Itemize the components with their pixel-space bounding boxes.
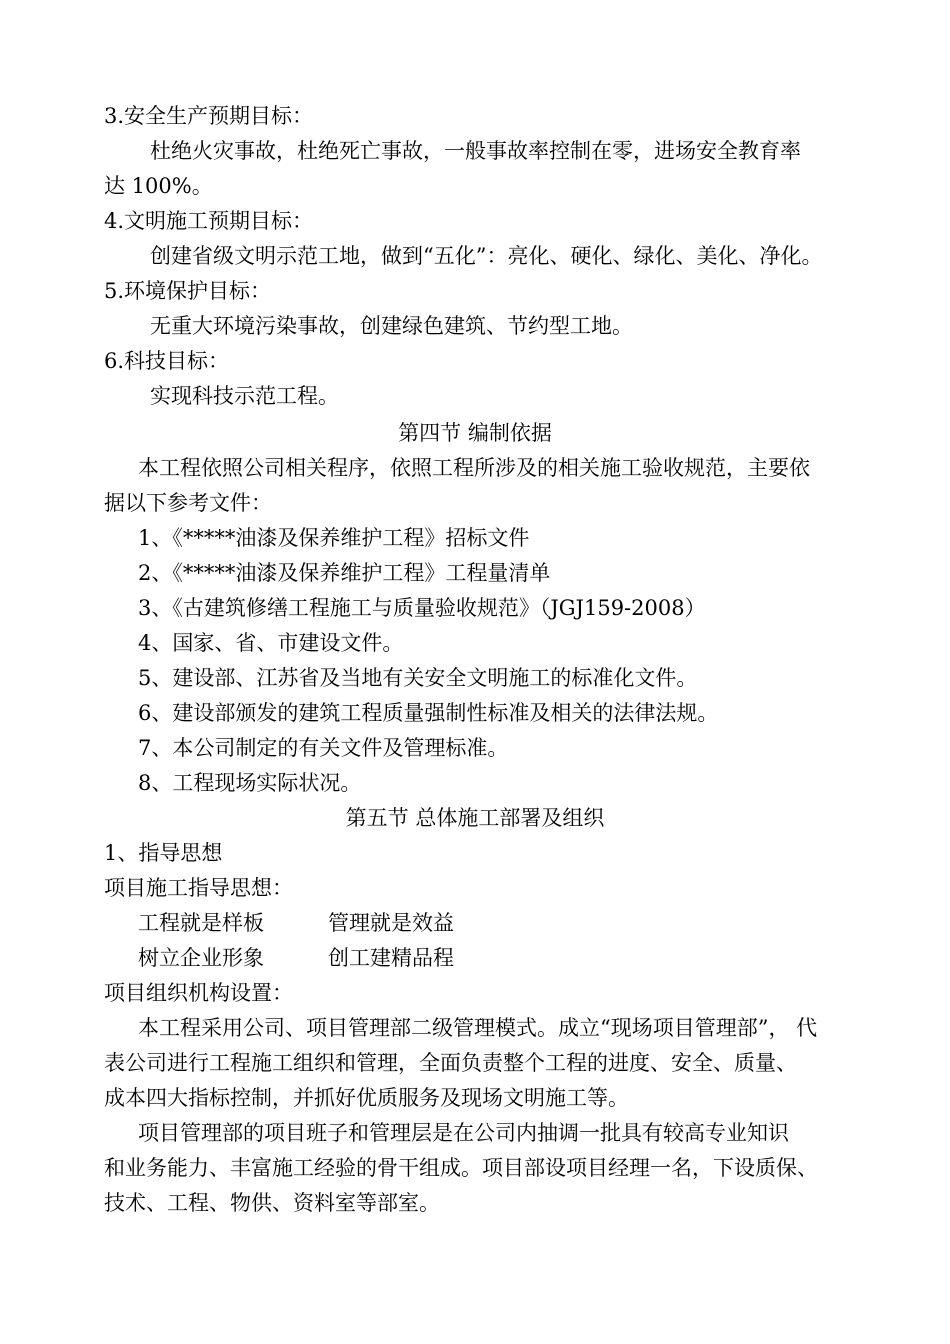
reference-item: 6、建设部颁发的建筑工程质量强制性标准及相关的法律法规。 — [138, 701, 719, 725]
org-paragraph-2-line-1: 项目管理部的项目班子和管理层是在公司内抽调一批具有较高专业知识 — [138, 1121, 789, 1145]
reference-item: 7、本公司制定的有关文件及管理标准。 — [138, 736, 509, 760]
safety-goal-heading: 3.安全生产预期目标： — [104, 104, 314, 128]
guiding-ideology-heading: 1、指导思想 — [104, 841, 223, 865]
tech-goal-heading: 6.科技目标： — [104, 349, 230, 373]
slogan: 树立企业形象 — [138, 946, 264, 970]
reference-item: 3、《古建筑修缮工程施工与质量验收规范》（JGJ159-2008） — [138, 596, 706, 620]
tech-goal-text: 实现科技示范工程。 — [150, 384, 339, 408]
org-paragraph-2-line-3: 技术、工程、物供、资料室等部室。 — [104, 1191, 440, 1215]
civil-goal-text: 创建省级文明示范工地，做到“五化”：亮化、硬化、绿化、美化、净化。 — [150, 244, 823, 268]
org-paragraph-1-line-1: 本工程采用公司、项目管理部二级管理模式。成立“现场项目管理部”， 代 — [138, 1016, 818, 1040]
reference-item: 5、建设部、江苏省及当地有关安全文明施工的标准化文件。 — [138, 666, 698, 690]
org-structure-heading: 项目组织机构设置： — [104, 981, 293, 1005]
reference-item: 1、《*****油漆及保养维护工程》招标文件 — [138, 526, 530, 550]
reference-item: 8、工程现场实际状况。 — [138, 771, 362, 795]
org-paragraph-2-line-2: 和业务能力、丰富施工经验的骨干组成。项目部设项目经理一名，下设质保、 — [104, 1156, 818, 1180]
slogan: 管理就是效益 — [328, 911, 454, 935]
section-5-title: 第五节 总体施工部署及组织 — [345, 806, 605, 830]
section-4-intro-line-2: 据以下参考文件： — [104, 491, 272, 515]
env-goal-heading: 5.环境保护目标： — [104, 279, 272, 303]
civil-goal-heading: 4.文明施工预期目标： — [104, 209, 314, 233]
slogan: 创工建精品程 — [328, 946, 454, 970]
slogan: 工程就是样板 — [138, 911, 264, 935]
section-4-intro-line-1: 本工程依照公司相关程序，依照工程所涉及的相关施工验收规范，主要依 — [138, 456, 810, 480]
env-goal-text: 无重大环境污染事故，创建绿色建筑、节约型工地。 — [150, 314, 633, 338]
guiding-ideology-subheading: 项目施工指导思想： — [104, 876, 293, 900]
safety-goal-text-line-1: 杜绝火灾事故，杜绝死亡事故，一般事故率控制在零，进场安全教育率 — [150, 139, 801, 163]
org-paragraph-1-line-2: 表公司进行工程施工组织和管理，全面负责整个工程的进度、安全、质量、 — [104, 1051, 797, 1075]
safety-goal-text-line-2: 达 100%。 — [104, 174, 213, 198]
section-4-title: 第四节 编制依据 — [398, 421, 552, 445]
org-paragraph-1-line-3: 成本四大指标控制，并抓好优质服务及现场文明施工等。 — [104, 1086, 629, 1110]
reference-item: 2、《*****油漆及保养维护工程》工程量清单 — [138, 561, 551, 585]
reference-item: 4、国家、省、市建设文件。 — [138, 631, 404, 655]
